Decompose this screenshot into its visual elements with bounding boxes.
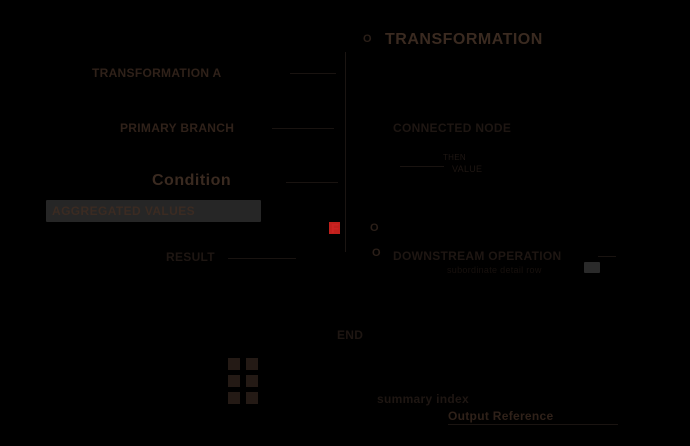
node-downstream-operation[interactable]: DOWNSTREAM OPERATION [393,249,562,263]
grid-cell [246,375,258,387]
output-reference-underline [448,424,618,425]
grid-cell [246,392,258,404]
node-connected-node[interactable]: CONNECTED NODE [393,121,512,135]
node-aggregated-values: AGGREGATED VALUES [52,204,196,218]
connector-condition [286,182,338,183]
node-subordinate-detail: subordinate detail row [447,265,542,275]
grid-cell [228,392,240,404]
connector-then [400,166,444,167]
node-transformation-a[interactable]: TRANSFORMATION A [92,66,222,80]
node-primary-branch[interactable]: PRIMARY BRANCH [120,121,235,135]
node-summary-index: summary index [377,392,469,406]
connector-downstream-tail [598,256,616,257]
node-result[interactable]: RESULT [166,250,215,264]
detail-chip[interactable] [584,262,600,273]
node-condition[interactable]: Condition [152,172,232,189]
trunk-line [345,52,346,252]
connector-n1 [290,73,336,74]
diagram-title: TRANSFORMATION [385,31,543,48]
marker-mid: O [370,222,379,234]
accent-label: F [331,221,339,236]
node-then: THEN [443,153,466,162]
connector-result [228,258,296,259]
grid-cell [228,358,240,370]
node-output-reference[interactable]: Output Reference [448,409,554,423]
grid-cell [228,375,240,387]
title-marker: O [363,33,372,45]
grid-block [228,358,262,406]
marker-downstream: O [372,247,381,259]
grid-cell [246,358,258,370]
connector-n2 [272,128,334,129]
node-value: VALUE [452,164,483,174]
node-end: END [337,328,364,342]
